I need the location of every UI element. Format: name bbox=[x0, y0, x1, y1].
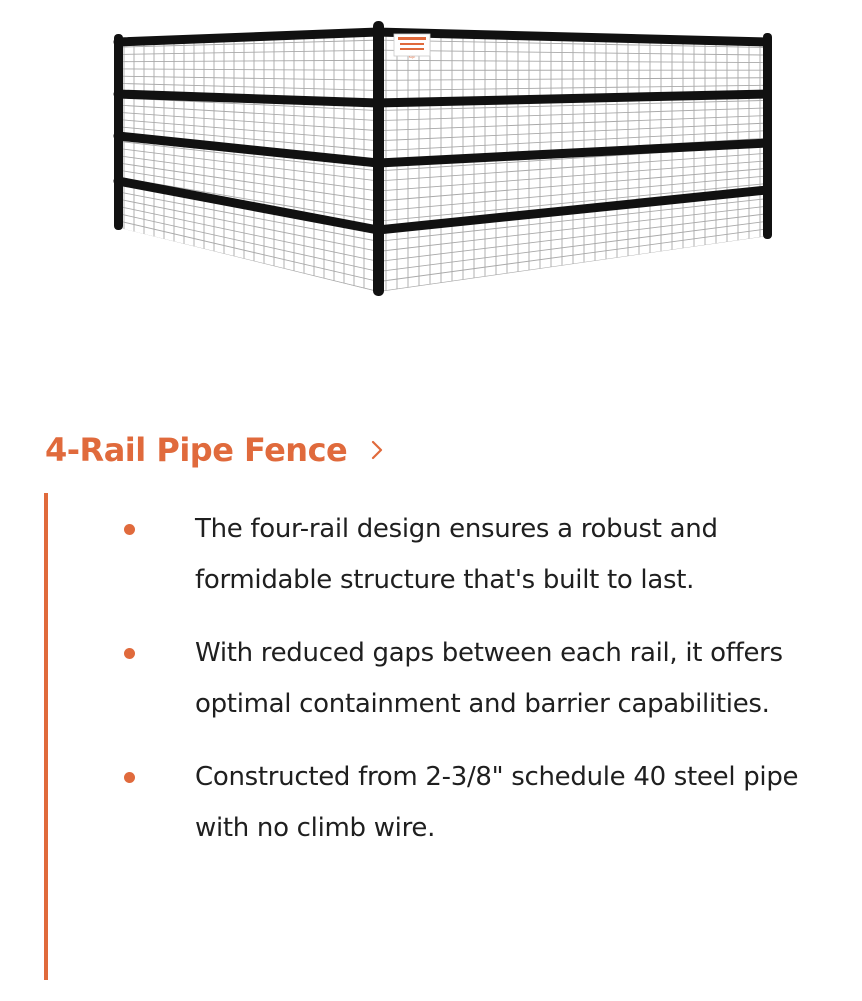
product-image bbox=[0, 0, 862, 320]
feature-text: The four-rail design ensures a robust and formidable structure that's built to last. bbox=[195, 514, 718, 595]
list-item bbox=[0, 504, 815, 606]
warning-sign bbox=[394, 34, 430, 59]
list-item bbox=[0, 752, 815, 854]
bullet-icon bbox=[124, 648, 135, 659]
feature-text: With reduced gaps between each rail, it offers optimal containment and barrier capabilities. bbox=[195, 638, 783, 719]
feature-text: Constructed from 2-3/8" schedule 40 steel pipe with no climb wire. bbox=[195, 762, 799, 843]
product-title-link[interactable] bbox=[45, 424, 389, 476]
sign-label: Sign bbox=[408, 55, 416, 59]
bullet-icon bbox=[124, 772, 135, 783]
fence-illustration bbox=[0, 0, 862, 320]
product-title: 4-Rail Pipe Fence bbox=[45, 431, 348, 469]
chevron-right-icon bbox=[367, 435, 389, 465]
list-item bbox=[0, 628, 815, 730]
bullet-icon bbox=[124, 524, 135, 535]
feature-list bbox=[0, 504, 862, 876]
